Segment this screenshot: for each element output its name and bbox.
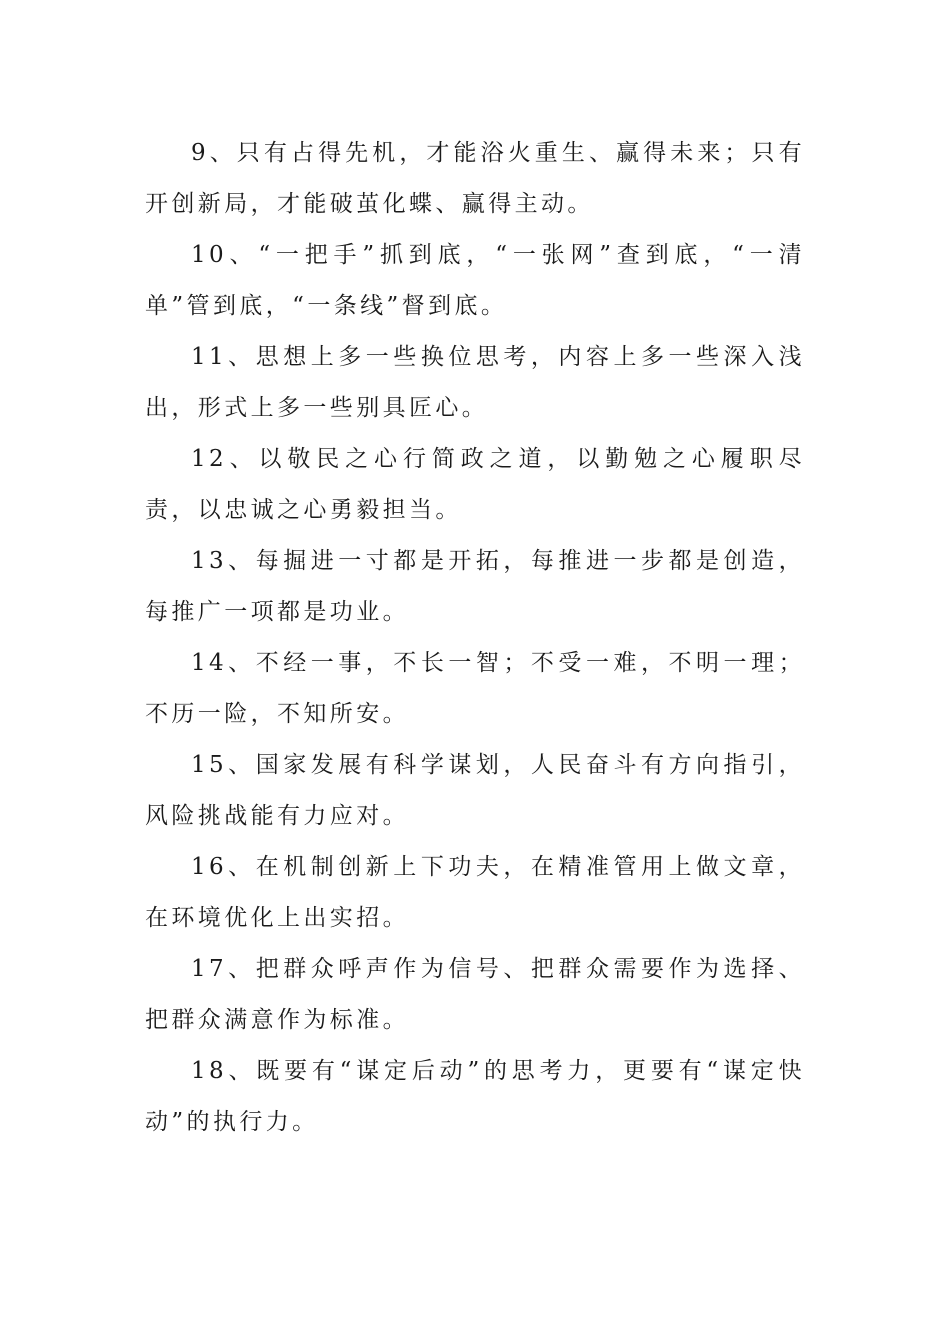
- paragraph-14: 14、不经一事，不长一智；不受一难，不明一理；不历一险，不知所安。: [145, 650, 805, 727]
- paragraph-17: 17、把群众呼声作为信号、把群众需要作为选择、把群众满意作为标准。: [145, 956, 805, 1033]
- paragraph-18: 18、既要有“谋定后动”的思考力，更要有“谋定快动”的执行力。: [145, 1058, 805, 1135]
- paragraph-15: 15、国家发展有科学谋划，人民奋斗有方向指引，风险挑战能有力应对。: [145, 752, 805, 829]
- paragraph-11: 11、思想上多一些换位思考，内容上多一些深入浅出，形式上多一些别具匠心。: [145, 344, 805, 421]
- paragraph-10: 10、“一把手”抓到底，“一张网”查到底，“一清单”管到底，“一条线”督到底。: [145, 242, 805, 319]
- paragraph-13: 13、每掘进一寸都是开拓，每推进一步都是创造，每推广一项都是功业。: [145, 548, 805, 625]
- paragraph-9: 9、只有占得先机，才能浴火重生、赢得未来；只有开创新局，才能破茧化蝶、赢得主动。: [145, 140, 805, 217]
- document-body: [145, 128, 805, 1148]
- paragraph-16: 16、在机制创新上下功夫，在精准管用上做文章，在环境优化上出实招。: [145, 854, 805, 931]
- paragraph-12: 12、以敬民之心行简政之道，以勤勉之心履职尽责，以忠诚之心勇毅担当。: [145, 446, 805, 523]
